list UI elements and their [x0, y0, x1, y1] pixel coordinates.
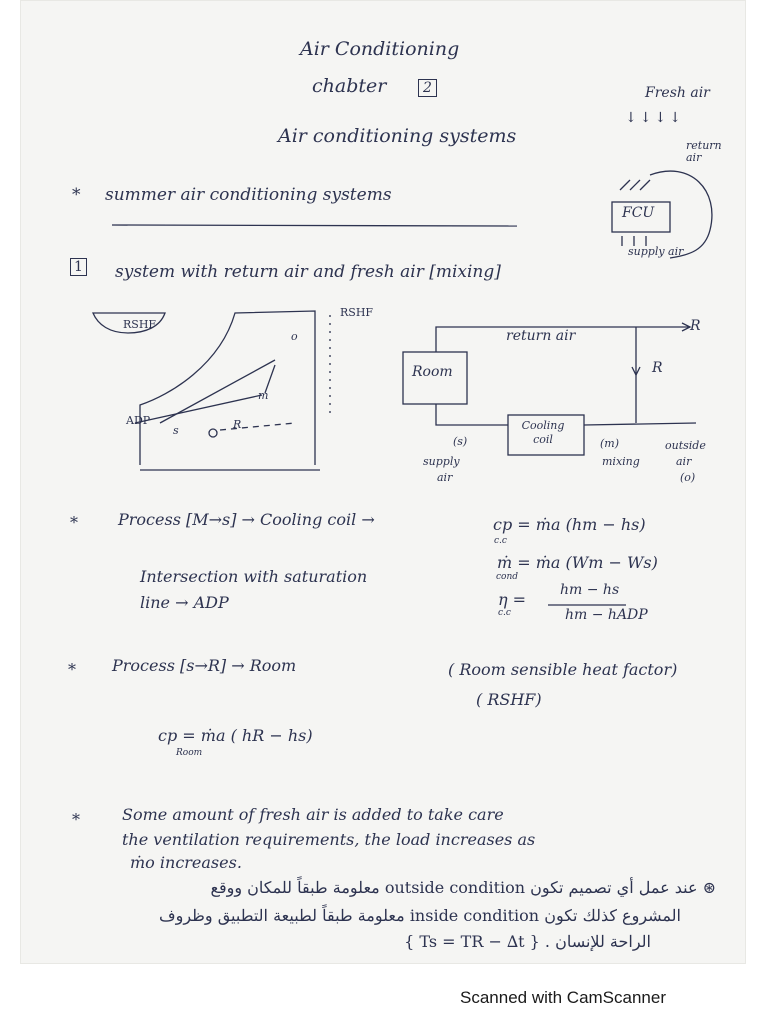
- psychrometric-chart-sketch: [90, 305, 350, 485]
- chapter-heading-line2: chabter: [312, 75, 387, 97]
- schematic-supply-code: (s): [453, 435, 468, 448]
- schematic-room-box: Room: [412, 364, 453, 380]
- schematic-outside-label: outside: [665, 439, 706, 452]
- fcu-unit-label: FCU: [622, 205, 655, 221]
- schematic-supply-label: supply: [423, 455, 460, 468]
- point-o-label: o: [291, 330, 298, 343]
- process1-eq3-sub: c.c: [498, 608, 511, 618]
- section-star: *: [72, 185, 81, 205]
- process1-note-line1: Intersection with saturation: [140, 567, 368, 586]
- process1-text: Process [M→s] → Cooling coil →: [118, 510, 375, 529]
- chapter-heading-line3: Air conditioning systems: [278, 125, 517, 147]
- process2-note-line1: ( Room sensible heat factor): [448, 660, 678, 679]
- process1-eq2: ṁ = ṁa (Wm − Ws): [497, 553, 658, 572]
- fcu-return-air-label: return air: [686, 139, 722, 164]
- process1-eq1-sub: c.c: [494, 536, 507, 546]
- fresh-air-note-line1: Some amount of fresh air is added to take care: [122, 805, 504, 824]
- schematic-supply-air-label: air: [437, 471, 453, 484]
- process2-eq-sub: Room: [176, 748, 203, 758]
- schematic-r-right-label: R: [690, 318, 701, 334]
- schematic-mixing-code: (m): [600, 437, 620, 450]
- point-r-label: R: [233, 418, 242, 431]
- section-underline: [112, 222, 522, 228]
- fresh-air-note-star: *: [72, 810, 80, 829]
- process1-eq2-sub: cond: [496, 572, 519, 582]
- schematic-cooling-coil-box: Cooling coil: [521, 419, 565, 446]
- arabic-note-line2: المشروع كذلك تكون inside condition معلومة طبقاً لطبيعة التطبيق وظروف: [159, 906, 681, 925]
- schematic-mixing-label: mixing: [602, 455, 640, 468]
- process1-eq3-lhs: η =: [498, 590, 527, 609]
- fcu-down-arrows: ↓↓↓↓: [625, 110, 684, 126]
- system-title: system with return air and fresh air [mixing]: [115, 262, 501, 282]
- process2-note-line2: ( RSHF): [476, 690, 542, 709]
- system-number-box: 1: [70, 258, 87, 276]
- chapter-number-box: 2: [418, 79, 437, 97]
- scanner-watermark: Scanned with CamScanner: [460, 988, 667, 1007]
- process1-eq3-denominator: hm − hADP: [565, 607, 648, 623]
- schematic-return-air-label: return air: [506, 328, 576, 344]
- schematic-outside-code: (o): [680, 471, 696, 484]
- process2-eq: cp = ṁa ( hR − hs): [158, 726, 313, 745]
- arabic-note-line3: الراحة للإنسان . { Ts = TR − ∆t }: [404, 932, 651, 951]
- section-title: summer air conditioning systems: [105, 185, 392, 205]
- process1-star: *: [70, 513, 78, 532]
- point-s-label: s: [173, 424, 179, 437]
- process1-eq1: cp = ṁa (hm − hs): [493, 515, 646, 534]
- rshf-scale-label: RSHF: [340, 306, 374, 319]
- point-m-label: m: [258, 389, 269, 402]
- process1-eq3-numerator: hm − hs: [560, 582, 620, 598]
- schematic-outside-air-label: air: [676, 455, 692, 468]
- adp-label: ADP: [126, 414, 151, 427]
- process1-note-line2: line → ADP: [140, 593, 229, 612]
- schematic-r-down-label: R: [652, 360, 663, 376]
- process2-text: Process [s→R] → Room: [112, 656, 297, 675]
- fcu-fresh-air-label: Fresh air: [645, 85, 710, 101]
- fcu-supply-air-label: supply air: [628, 245, 684, 258]
- process2-star: *: [68, 660, 76, 679]
- chapter-heading-line1: Air Conditioning: [300, 38, 460, 60]
- fresh-air-note-line3: ṁo increases.: [130, 853, 242, 872]
- arabic-note-line1: ⊛ عند عمل أي تصميم تكون outside condition معلومة طبقاً للمكان ووقع: [210, 878, 716, 897]
- rshf-protractor-label: RSHF: [123, 318, 157, 331]
- fresh-air-note-line2: the ventilation requirements, the load increases as: [122, 830, 536, 849]
